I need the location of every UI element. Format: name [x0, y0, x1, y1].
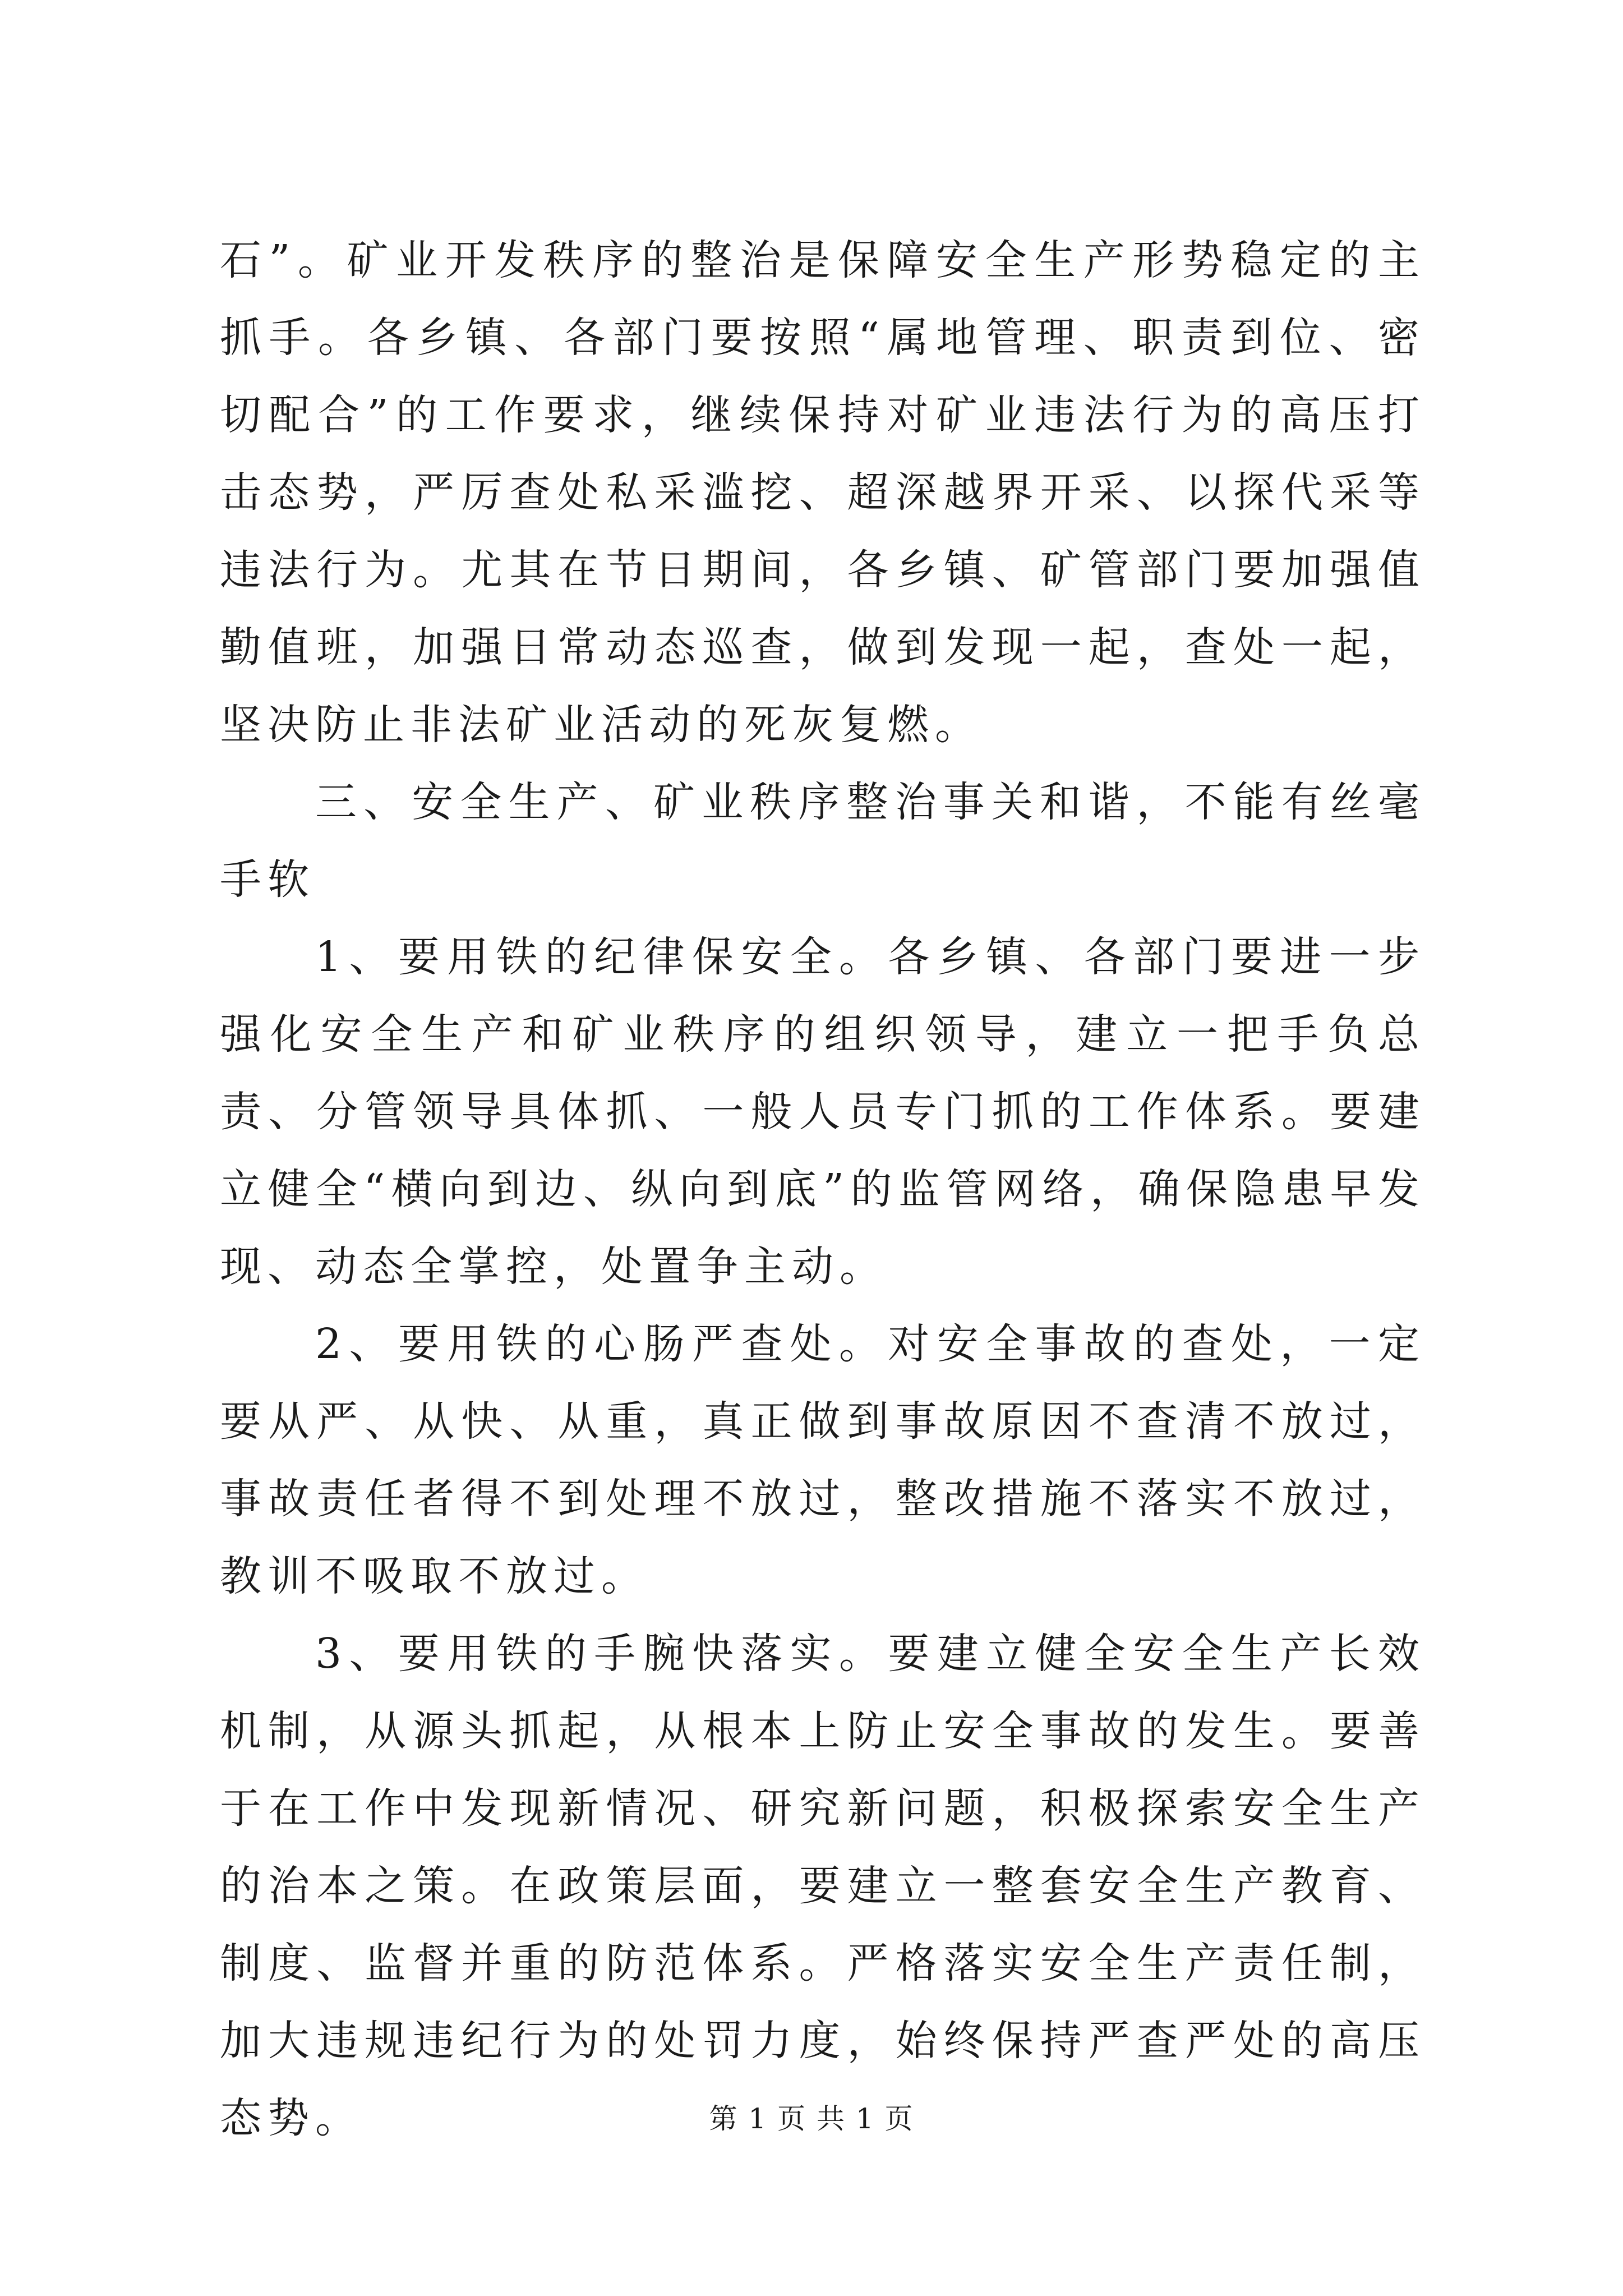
paragraph-item-1: 1、要用铁的纪律保安全。各乡镇、各部门要进一步强化安全生产和矿业秩序的组织领导，建立一把手负总责、分管领导具体抓、一般人员专门抓的工作体系。要建立健全“横向到边、纵向到底”的监管网络，确保隐患早发现、动态全掌控，处置争主动。	[220, 933, 1426, 1291]
section-heading-3: 三、安全生产、矿业秩序整治事关和谐，不能有丝毫手软	[220, 778, 1426, 904]
document-body	[220, 222, 1426, 2157]
paragraph-item-2: 2、要用铁的心肠严查处。对安全事故的查处，一定要从严、从快、从重，真正做到事故原因不查清不放过，事故责任者得不到处理不放过，整改措施不落实不放过，教训不吸取不放过。	[220, 1320, 1426, 1600]
page-number-footer: 第 1 页 共 1 页	[709, 2102, 914, 2135]
paragraph-continuation: 石”。矿业开发秩序的整治是保障安全生产形势稳定的主抓手。各乡镇、各部门要按照“属地管理、职责到位、密切配合”的工作要求，继续保持对矿业违法行为的高压打击态势，严厉查处私采滥挖、超深越界开采、以探代采等违法行为。尤其在节日期间，各乡镇、矿管部门要加强值勤值班，加强日常动态巡查，做到发现一起，查处一起，坚决防止非法矿业活动的死灰复燃。	[220, 236, 1426, 749]
paragraph-item-3: 3、要用铁的手腕快落实。要建立健全安全生产长效机制，从源头抓起，从根本上防止安全事故的发生。要善于在工作中发现新情况、研究新问题，积极探索安全生产的治本之策。在政策层面，要建立一整套安全生产教育、制度、监督并重的防范体系。严格落实安全生产责任制，加大违规违纪行为的处罚力度，始终保持严查严处的高压态势。	[220, 1630, 1426, 2142]
